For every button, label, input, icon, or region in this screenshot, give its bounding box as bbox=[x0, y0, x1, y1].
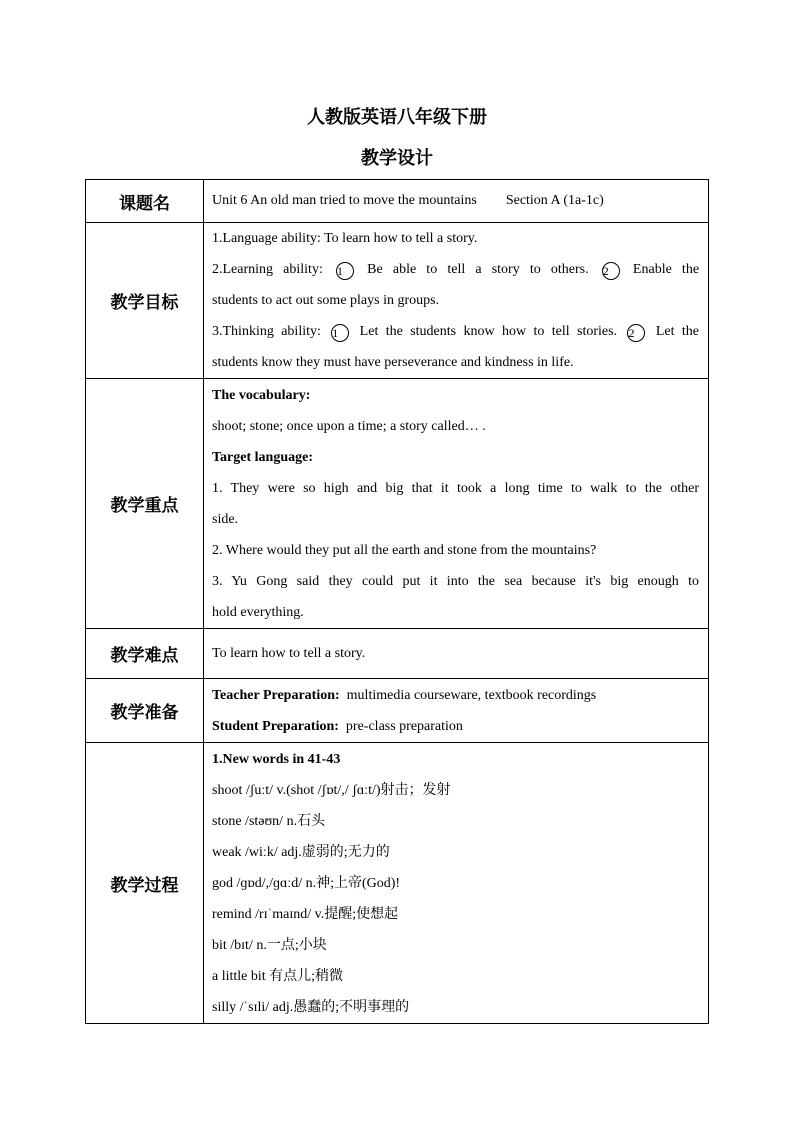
difficulty-label: 教学难点 bbox=[86, 629, 204, 679]
objective-learning-label: 2.Learning ability: bbox=[212, 262, 323, 277]
target-sentence-2: 2. Where would they put all the earth and stone from the mountains? bbox=[212, 542, 597, 558]
student-prep-label: Student Preparation: bbox=[212, 718, 339, 734]
lesson-plan-table bbox=[85, 179, 709, 1024]
objective-language: 1.Language ability: To learn how to tell a story. bbox=[212, 231, 478, 246]
topic-cell bbox=[204, 180, 709, 223]
document-subtitle: 教学设计 bbox=[361, 148, 433, 169]
objective-learning-cont: students to act out some plays in groups. bbox=[212, 293, 440, 308]
objective-thinking bbox=[212, 316, 699, 347]
difficulty-text: To learn how to tell a story. bbox=[204, 629, 709, 679]
student-preparation bbox=[212, 711, 699, 742]
word-item: shoot /ʃuːt/ v.(shot /ʃɒt/,/ ʃɑːt/)射击；发射 bbox=[212, 782, 451, 798]
target-sentence-3: 3. Yu Gong said they could put it into the sea because it's big enough to bbox=[212, 573, 699, 589]
new-words-heading: 1.New words in 41-43 bbox=[212, 751, 341, 767]
word-item: bit /bɪt/ n.一点;小块 bbox=[212, 937, 327, 953]
preparation-cell bbox=[204, 679, 709, 743]
process-row bbox=[86, 743, 709, 1024]
word-item: god /ɡɒd/,/ɡɑːd/ n.神;上帝(God)! bbox=[212, 875, 401, 891]
teacher-preparation bbox=[212, 680, 699, 711]
objective-learning-text-2: Enable the bbox=[632, 262, 700, 277]
keypoints-cell bbox=[204, 379, 709, 629]
preparation-label: 教学准备 bbox=[86, 679, 204, 743]
objectives-label: 教学目标 bbox=[86, 223, 204, 379]
document-title: 人教版英语八年级下册 bbox=[307, 107, 487, 128]
keypoints-row bbox=[86, 379, 709, 629]
objective-thinking-text: Let the students know how to tell stories. bbox=[359, 324, 618, 339]
topic-label: 课题名 bbox=[86, 180, 204, 223]
circled-number: 1 bbox=[336, 262, 354, 280]
circled-number: 2 bbox=[627, 324, 645, 342]
word-item: silly /ˈsɪli/ adj.愚蠢的;不明事理的 bbox=[212, 999, 410, 1015]
preparation-row bbox=[86, 679, 709, 743]
keypoints-label: 教学重点 bbox=[86, 379, 204, 629]
target-heading: Target language: bbox=[212, 449, 313, 465]
word-item: a little bit 有点儿;稍微 bbox=[212, 968, 344, 984]
word-item: stone /stəʊn/ n.石头 bbox=[212, 813, 326, 829]
objective-thinking-text-2: Let the bbox=[655, 324, 700, 339]
target-sentence-1-cont: side. bbox=[212, 511, 239, 527]
difficulty-row bbox=[86, 629, 709, 679]
circled-number: 1 bbox=[331, 324, 349, 342]
target-sentence-3-cont: hold everything. bbox=[212, 604, 304, 620]
process-label: 教学过程 bbox=[86, 743, 204, 1024]
teacher-prep-label: Teacher Preparation: bbox=[212, 687, 340, 703]
word-item: weak /wiːk/ adj.虚弱的;无力的 bbox=[212, 844, 390, 860]
section-title: Section A (1a-1c) bbox=[505, 193, 604, 208]
objectives-cell bbox=[204, 223, 709, 379]
objective-thinking-label: 3.Thinking ability: bbox=[212, 324, 321, 339]
process-cell bbox=[204, 743, 709, 1024]
vocab-heading: The vocabulary: bbox=[212, 387, 311, 403]
vocab-list: shoot; stone; once upon a time; a story called… . bbox=[212, 418, 486, 434]
student-prep-text: pre-class preparation bbox=[345, 718, 463, 734]
teacher-prep-text: multimedia courseware, textbook recordings bbox=[346, 687, 597, 703]
target-sentence-1: 1. They were so high and big that it took a long time to walk to the other bbox=[212, 480, 699, 496]
objective-learning bbox=[212, 254, 699, 285]
word-item: remind /rɪˈmaɪnd/ v.提醒;使想起 bbox=[212, 906, 399, 922]
objective-learning-text: Be able to tell a story to others. bbox=[367, 262, 589, 277]
topic-row bbox=[86, 180, 709, 223]
circled-number: 2 bbox=[602, 262, 620, 280]
objective-thinking-cont: students know they must have perseverance and kindness in life. bbox=[212, 355, 574, 370]
unit-title: Unit 6 An old man tried to move the mountains bbox=[212, 193, 477, 208]
objectives-row bbox=[86, 223, 709, 379]
